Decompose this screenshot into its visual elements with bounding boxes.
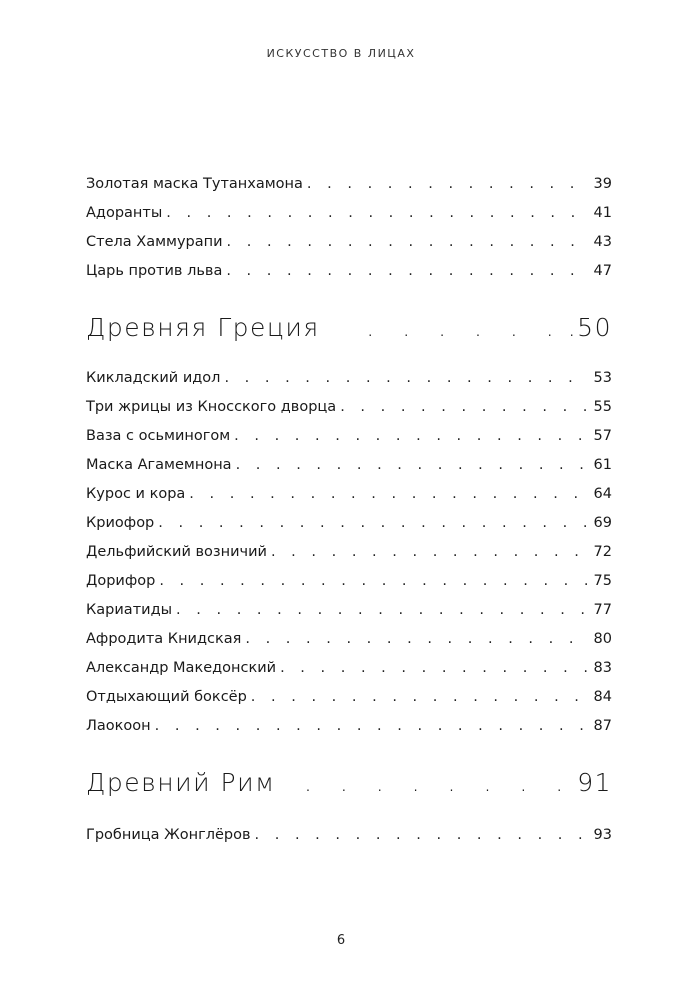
- section-heading-rome[interactable]: [86, 763, 612, 803]
- toc-entry[interactable]: [86, 538, 612, 567]
- dot-leader: [255, 821, 588, 850]
- toc-entry[interactable]: [86, 480, 612, 509]
- dot-leader: [189, 480, 587, 509]
- toc-entry-title: Гробница Жонглёров: [86, 827, 251, 843]
- dot-leader: [245, 625, 587, 654]
- toc-entry-page: 93: [593, 827, 612, 843]
- dot-leader: [338, 308, 564, 348]
- dot-leader: [271, 538, 588, 567]
- dot-leader: [155, 712, 588, 741]
- table-of-contents: [86, 170, 612, 850]
- dot-leader: [176, 596, 588, 625]
- dot-leader: [234, 422, 587, 451]
- toc-entry-title: Александр Македонский: [86, 660, 277, 676]
- toc-entry[interactable]: [86, 451, 612, 480]
- toc-entry[interactable]: [86, 228, 612, 257]
- toc-entry[interactable]: [86, 596, 612, 625]
- section-page: 91: [577, 768, 612, 797]
- toc-entry[interactable]: [86, 199, 612, 228]
- toc-entry-page: 69: [593, 515, 612, 531]
- toc-entry-title: Афродита Книдская: [86, 631, 242, 647]
- toc-entry-page: 75: [593, 573, 612, 589]
- toc-entry-title: Криофор: [86, 515, 155, 531]
- dot-leader: [251, 683, 588, 712]
- page-number: 6: [336, 933, 346, 948]
- toc-entry-page: 83: [593, 660, 612, 676]
- toc-entry-title: Дельфийский возничий: [86, 544, 267, 560]
- toc-entry-page: 80: [593, 631, 612, 647]
- toc-entry-title: Ваза с осьминогом: [86, 428, 231, 444]
- toc-entry-page: 72: [593, 544, 612, 560]
- toc-entry-title: Маска Агамемнона: [86, 457, 232, 473]
- toc-entry[interactable]: [86, 170, 612, 199]
- toc-entry-title: Три жрицы из Кносского дворца: [86, 399, 337, 415]
- toc-entry-page: 41: [593, 205, 612, 221]
- toc-entry-title: Царь против льва: [86, 263, 223, 279]
- toc-entry-title: Дорифор: [86, 573, 156, 589]
- toc-entry[interactable]: [86, 364, 612, 393]
- toc-entry-page: 77: [593, 602, 612, 618]
- toc-entry[interactable]: [86, 712, 612, 741]
- dot-leader: [280, 654, 587, 683]
- toc-entry-page: 53: [593, 370, 612, 386]
- dot-leader: [307, 170, 588, 199]
- section-heading-greece[interactable]: [86, 308, 612, 348]
- toc-entry-title: Кариатиды: [86, 602, 173, 618]
- section-title: Древняя Греция: [86, 313, 320, 342]
- toc-entry-page: 61: [593, 457, 612, 473]
- toc-entry[interactable]: [86, 393, 612, 422]
- dot-leader: [226, 257, 587, 286]
- dot-leader: [166, 199, 587, 228]
- toc-entry-page: 47: [593, 263, 612, 279]
- toc-entry[interactable]: [86, 509, 612, 538]
- toc-entry-title: Отдыхающий боксёр: [86, 689, 247, 705]
- toc-entry-page: 43: [593, 234, 612, 250]
- toc-entry-title: Лаокоон: [86, 718, 151, 734]
- toc-entry-title: Кикладский идол: [86, 370, 221, 386]
- toc-entry-page: 87: [593, 718, 612, 734]
- running-header: ИСКУССТВО В ЛИЦАХ: [266, 47, 416, 60]
- toc-entry[interactable]: [86, 625, 612, 654]
- toc-entry[interactable]: [86, 821, 612, 850]
- dot-leader: [224, 364, 587, 393]
- toc-entry-page: 64: [593, 486, 612, 502]
- toc-entry[interactable]: [86, 654, 612, 683]
- dot-leader: [293, 763, 573, 803]
- section-title: Древний Рим: [86, 768, 276, 797]
- toc-entry-page: 57: [593, 428, 612, 444]
- toc-entry-title: Золотая маска Тутанхамона: [86, 176, 303, 192]
- dot-leader: [227, 228, 588, 257]
- dot-leader: [340, 393, 587, 422]
- toc-entry-page: 39: [593, 176, 612, 192]
- toc-entry[interactable]: [86, 567, 612, 596]
- toc-entry-title: Стела Хаммурапи: [86, 234, 223, 250]
- toc-entry[interactable]: [86, 683, 612, 712]
- toc-entry-page: 84: [593, 689, 612, 705]
- toc-entry-page: 55: [593, 399, 612, 415]
- section-page: .50: [567, 313, 612, 342]
- toc-entry[interactable]: [86, 257, 612, 286]
- toc-entry-title: Курос и кора: [86, 486, 186, 502]
- dot-leader: [236, 451, 588, 480]
- dot-leader: [158, 509, 587, 538]
- dot-leader: [159, 567, 587, 596]
- toc-entry[interactable]: [86, 422, 612, 451]
- toc-entry-title: Адоранты: [86, 205, 163, 221]
